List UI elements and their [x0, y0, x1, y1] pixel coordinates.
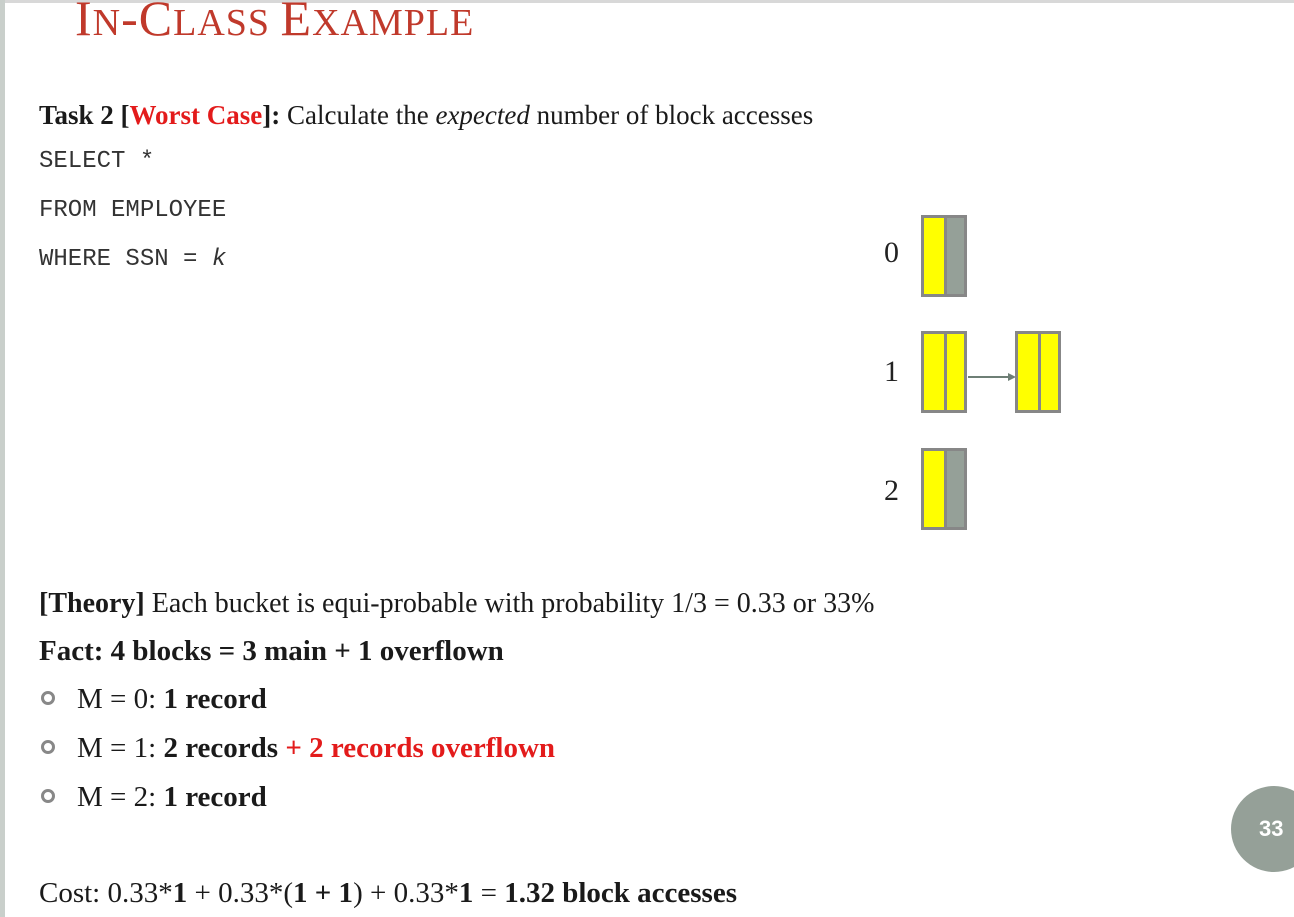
bullet-extra: + 2 records overflown	[278, 732, 556, 764]
theory-tag: [Theory]	[39, 588, 145, 619]
query-where-var: k	[211, 246, 227, 273]
cost-op: =	[473, 877, 505, 909]
title-part: LASS	[173, 2, 281, 44]
page-number: 33	[1259, 816, 1284, 841]
bucket-1-overflow-block	[1015, 331, 1061, 413]
list-item	[41, 781, 267, 814]
bucket-label-1: 1	[884, 355, 899, 388]
record-slot	[924, 218, 944, 294]
task-case: Worst Case	[129, 100, 263, 130]
cost-op: +	[187, 877, 219, 909]
task-prefix: Task 2 [	[39, 100, 130, 130]
task-text: Calculate the	[280, 100, 436, 130]
bullet-ring-icon	[41, 691, 55, 705]
query-line-from: FROM EMPLOYEE	[39, 197, 227, 224]
task-emphasis: expected	[435, 100, 530, 130]
task-statement	[39, 100, 813, 131]
cost-formula	[39, 877, 737, 910]
title-part: XAMPLE	[312, 2, 475, 44]
record-slot	[1018, 334, 1038, 410]
bucket-0-block	[921, 215, 967, 297]
cost-term-bold: 1 + 1	[293, 877, 354, 909]
query-line-select: SELECT *	[39, 148, 155, 175]
bucket-label-2: 2	[884, 474, 899, 507]
record-slot	[947, 334, 964, 410]
bucket-1-block	[921, 331, 967, 413]
cost-term: 0.33*	[393, 877, 459, 909]
bullet-label: M = 0:	[77, 683, 164, 715]
page-number-badge	[1231, 786, 1294, 872]
record-slot	[924, 451, 944, 527]
record-slot	[1041, 334, 1058, 410]
bucket-label-0: 0	[884, 236, 899, 269]
bullet-value: 1 record	[163, 781, 267, 813]
cost-term: )	[353, 877, 363, 909]
query-where-text: WHERE SSN =	[39, 246, 212, 273]
fact-statement: Fact: 4 blocks = 3 main + 1 overflown	[39, 635, 504, 667]
cost-term: 0.33*	[107, 877, 173, 909]
title-part: -C	[121, 0, 174, 46]
cost-label: Cost:	[39, 877, 108, 909]
slide-title	[75, 0, 474, 51]
task-text: number of block accesses	[529, 100, 814, 130]
task-suffix: ]:	[262, 100, 281, 130]
query-line-where	[39, 246, 226, 273]
bullet-label: M = 2:	[77, 781, 164, 813]
bullet-label: M = 1:	[77, 732, 164, 764]
empty-slot	[947, 218, 964, 294]
cost-op: +	[362, 877, 394, 909]
bullet-value: 1 record	[163, 683, 267, 715]
bullet-value: 2 records	[163, 732, 279, 764]
cost-term: 0.33*(	[218, 877, 294, 909]
bullet-ring-icon	[41, 740, 55, 754]
left-margin-bar	[0, 0, 5, 917]
title-part: I	[75, 0, 93, 46]
theory-text: Each bucket is equi-probable with probability 1/3 = 0.33 or 33%	[144, 588, 875, 619]
list-item	[41, 732, 555, 765]
empty-slot	[947, 451, 964, 527]
bucket-2-block	[921, 448, 967, 530]
overflow-arrow-icon	[968, 372, 1016, 382]
cost-result: 1.32 block accesses	[504, 877, 737, 909]
list-item	[41, 683, 267, 716]
record-slot	[924, 334, 944, 410]
title-part: E	[280, 0, 313, 46]
theory-statement	[39, 588, 874, 620]
cost-term-bold: 1	[172, 877, 188, 909]
cost-term-bold: 1	[458, 877, 474, 909]
title-part: N	[92, 2, 122, 44]
bullet-ring-icon	[41, 789, 55, 803]
